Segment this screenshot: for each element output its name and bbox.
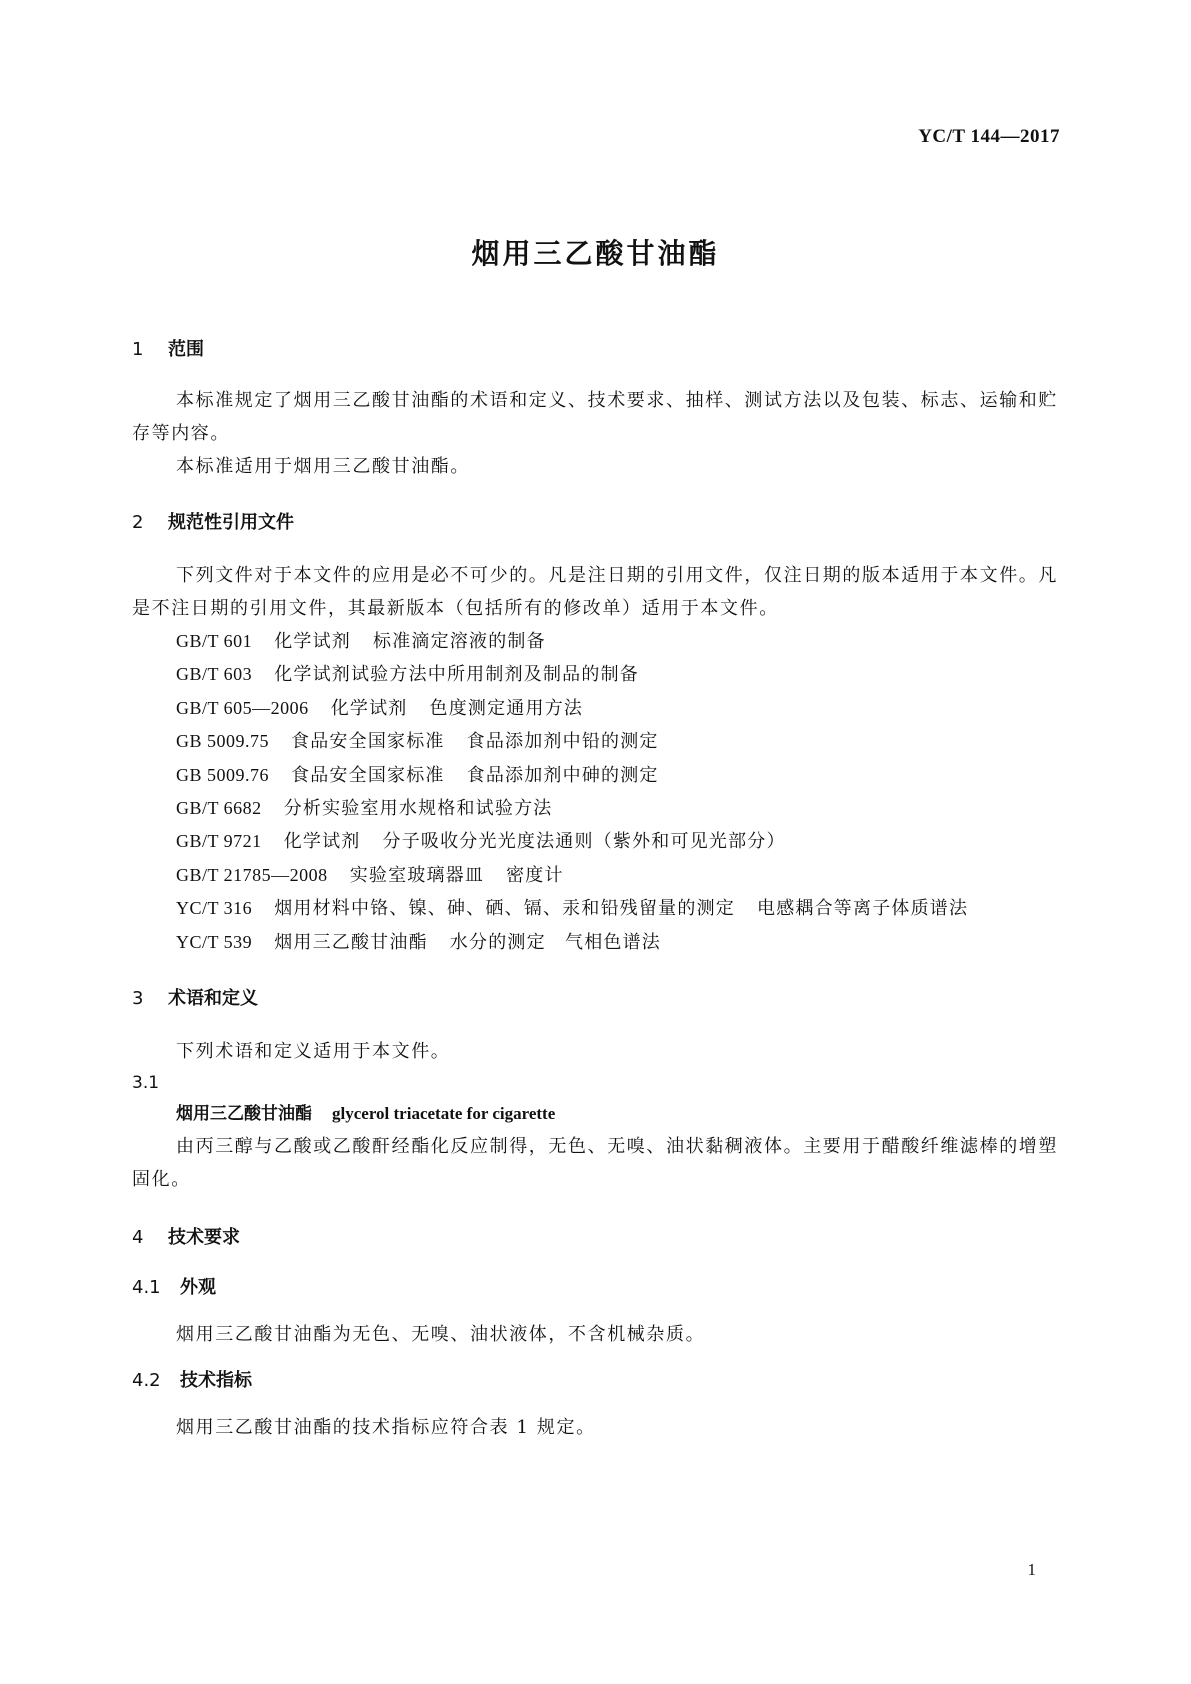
reference-item bbox=[132, 759, 1060, 792]
section-number: 4.2 bbox=[132, 1370, 161, 1392]
reference-code: GB/T 6682 bbox=[176, 798, 262, 819]
reference-code: GB/T 21785—2008 bbox=[176, 864, 328, 885]
section-1-heading bbox=[132, 336, 1060, 364]
reference-title: 食品安全国家标准 bbox=[291, 764, 445, 786]
reference-subtitle: 色度测定通用方法 bbox=[429, 697, 584, 719]
reference-code: GB/T 601 bbox=[176, 631, 253, 651]
term-chinese: 烟用三乙酸甘油酯 bbox=[176, 1104, 312, 1125]
section-number: 1 bbox=[132, 339, 144, 360]
term-number: 3.1 bbox=[132, 1073, 160, 1094]
reference-title: 化学试剂 bbox=[330, 697, 408, 719]
reference-item bbox=[132, 926, 1060, 959]
section-number: 2 bbox=[132, 512, 144, 533]
section-title: 术语和定义 bbox=[168, 988, 258, 1010]
section-title: 外观 bbox=[180, 1277, 216, 1299]
reference-item bbox=[132, 658, 1060, 691]
document-title: 烟用三乙酸甘油酯 bbox=[471, 237, 720, 270]
reference-item bbox=[132, 792, 1060, 825]
page-number: 1 bbox=[1027, 1560, 1036, 1579]
reference-code: GB/T 605—2006 bbox=[176, 697, 309, 718]
standard-code: YC/T 144—2017 bbox=[918, 126, 1060, 147]
section-2-heading bbox=[132, 509, 1060, 537]
reference-list bbox=[132, 625, 1060, 959]
reference-title: 分析实验室用水规格和试验方法 bbox=[283, 798, 553, 820]
reference-title: 烟用三乙酸甘油酯 bbox=[274, 931, 428, 953]
section-title: 范围 bbox=[168, 339, 204, 360]
reference-title: 化学试剂 bbox=[274, 631, 351, 652]
reference-code: GB 5009.75 bbox=[176, 731, 270, 752]
technical-indicators-paragraph: 烟用三乙酸甘油酯的技术指标应符合表 1 规定。 bbox=[176, 1417, 596, 1439]
references-intro: 下列文件对于本文件的应用是必不可少的。凡是注日期的引用文件，仅注日期的版本适用于本文件。凡是不注日期的引用文件，其最新版本（包括所有的修改单）适用于本文件。 bbox=[132, 565, 1058, 619]
section-4-2-heading bbox=[132, 1367, 1060, 1395]
document-body bbox=[132, 336, 1060, 1444]
section-title: 规范性引用文件 bbox=[168, 512, 294, 533]
reference-code: GB 5009.76 bbox=[176, 764, 270, 785]
term-entry bbox=[132, 1098, 1060, 1130]
reference-item bbox=[132, 625, 1060, 658]
terms-intro: 下列术语和定义适用于本文件。 bbox=[176, 1041, 451, 1063]
section-4-heading bbox=[132, 1224, 1060, 1252]
section-number: 4 bbox=[132, 1227, 144, 1249]
reference-subtitle: 食品添加剂中砷的测定 bbox=[466, 764, 659, 786]
reference-title: 化学试剂 bbox=[283, 831, 361, 853]
reference-code: GB/T 9721 bbox=[176, 831, 262, 852]
reference-subtitle: 电感耦合等离子体质谱法 bbox=[757, 898, 969, 920]
reference-subtitle: 标准滴定溶液的制备 bbox=[373, 631, 546, 652]
scope-applicability: 本标准适用于烟用三乙酸甘油酯。 bbox=[176, 456, 470, 477]
appearance-paragraph: 烟用三乙酸甘油酯为无色、无嗅、油状液体，不含机械杂质。 bbox=[176, 1324, 706, 1346]
reference-subtitle: 水分的测定 气相色谱法 bbox=[449, 931, 661, 953]
section-4-1-heading bbox=[132, 1274, 1060, 1302]
reference-item bbox=[132, 692, 1060, 725]
reference-title: 化学试剂试验方法中所用制剂及制品的制备 bbox=[274, 664, 639, 686]
reference-item bbox=[132, 725, 1060, 758]
scope-paragraph: 本标准规定了烟用三乙酸甘油酯的术语和定义、技术要求、抽样、测试方法以及包装、标志、运输和贮存等内容。 bbox=[132, 390, 1058, 444]
section-title: 技术要求 bbox=[168, 1227, 240, 1249]
reference-title: 实验室玻璃器皿 bbox=[349, 864, 485, 886]
reference-subtitle: 食品添加剂中铅的测定 bbox=[466, 731, 659, 753]
term-definition: 由丙三醇与乙酸或乙酸酐经酯化反应制得，无色、无嗅、油状黏稠液体。主要用于醋酸纤维滤棒的增塑固化。 bbox=[132, 1136, 1058, 1191]
section-title: 技术指标 bbox=[180, 1370, 252, 1392]
reference-code: GB/T 603 bbox=[176, 664, 253, 685]
reference-code: YC/T 316 bbox=[176, 898, 253, 919]
reference-item bbox=[132, 892, 1060, 925]
reference-subtitle: 分子吸收分光光度法通则（紫外和可见光部分） bbox=[382, 831, 786, 853]
reference-subtitle: 密度计 bbox=[506, 864, 564, 886]
reference-item bbox=[132, 825, 1060, 858]
section-number: 4.1 bbox=[132, 1277, 161, 1299]
term-english: glycerol triacetate for cigarette bbox=[332, 1104, 556, 1124]
reference-item bbox=[132, 859, 1060, 892]
reference-title: 烟用材料中铬、镍、砷、硒、镉、汞和铅残留量的测定 bbox=[274, 898, 735, 920]
reference-code: YC/T 539 bbox=[176, 931, 253, 952]
reference-title: 食品安全国家标准 bbox=[291, 731, 445, 753]
section-3-heading bbox=[132, 985, 1060, 1013]
section-number: 3 bbox=[132, 988, 144, 1010]
